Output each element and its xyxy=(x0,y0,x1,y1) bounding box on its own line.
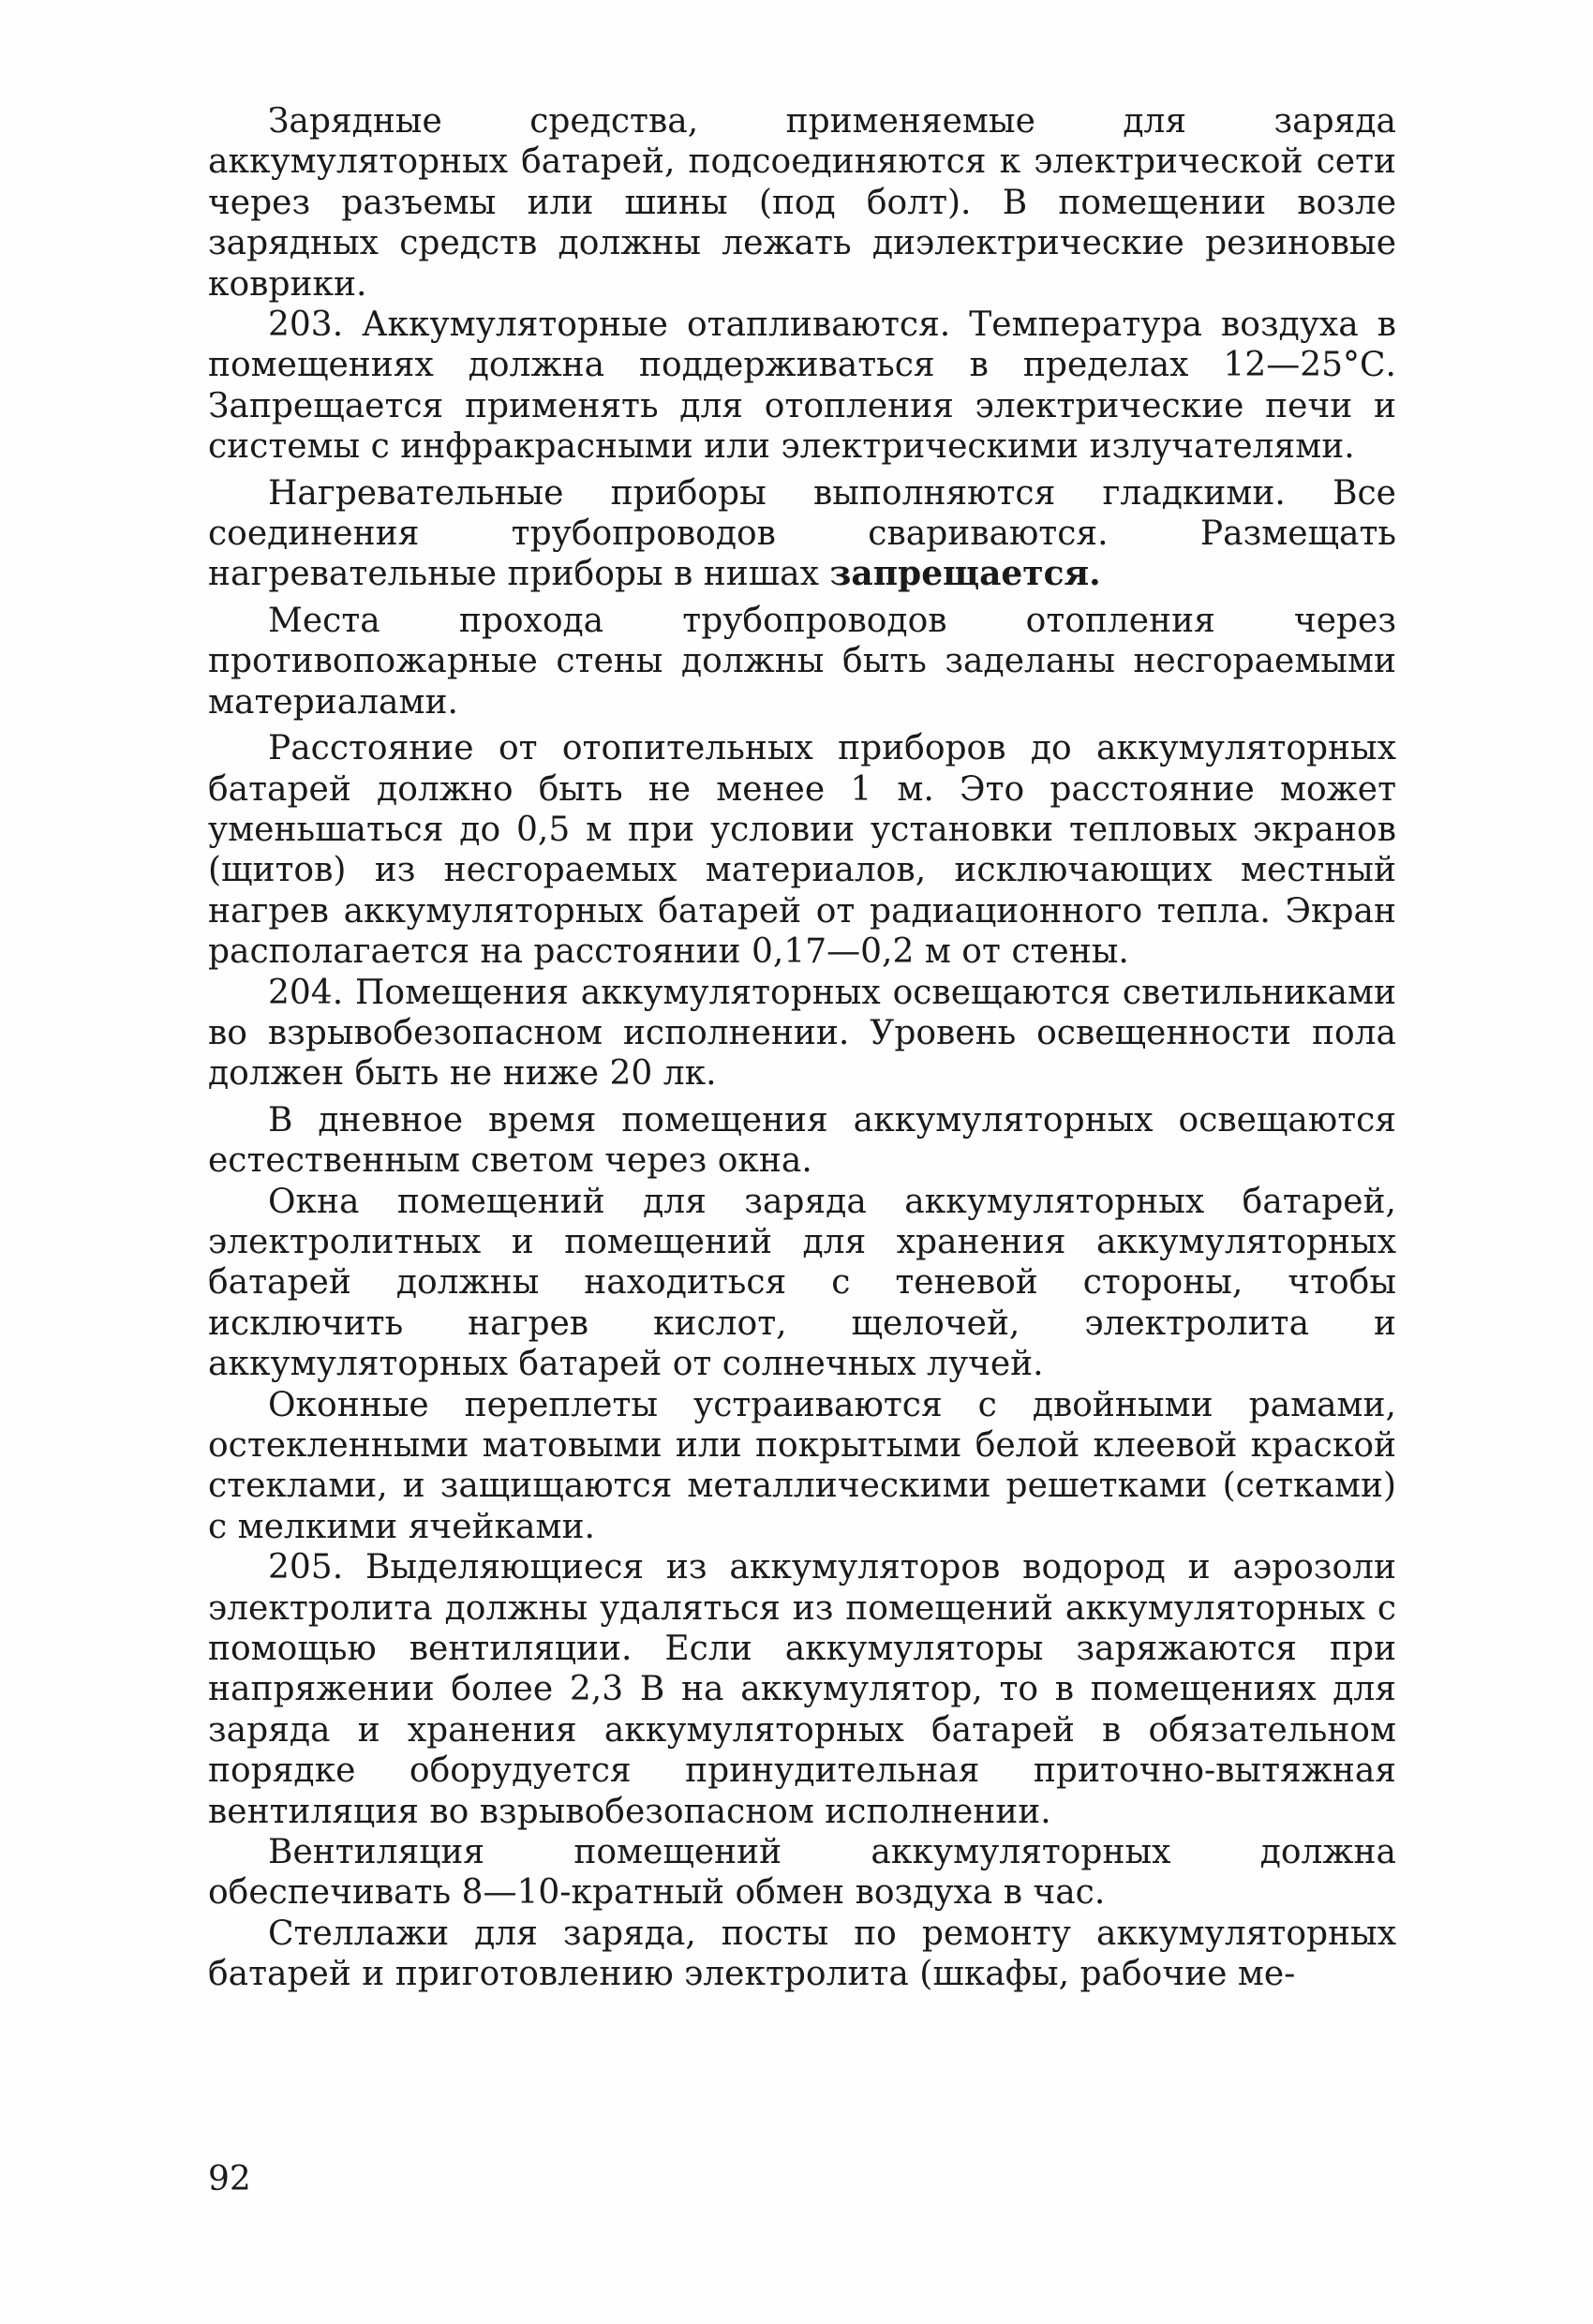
paragraph-charging-equipment: Зарядные средства, применяемые для заряда аккумуляторных батарей, подсоединяются к электрической сети через разъемы или шины (под болт). В помещении возле зарядных средств должны лежать диэлектрические резиновые коврики. xyxy=(208,102,1396,304)
paragraph-204-lighting: 204. Помещения аккумуляторных освещаются светильниками во взрывобезопасном исполнении. Уровень освещенности пола должен быть не ниже 20 лк. xyxy=(208,973,1396,1094)
paragraph-203-heating: 203. Аккумуляторные отапливаются. Температура воздуха в помещениях должна поддерживаться в пределах 12—25°С. Запрещается применять для отопления электрические печи и системы с инфракрасными или электрическими излучателями. xyxy=(208,305,1396,467)
prohibited-emphasis: запрещается. xyxy=(829,554,1101,594)
paragraph-daylight: В дневное время помещения аккумуляторных освещаются естественным светом через окна. xyxy=(208,1100,1396,1181)
page-number: 92 xyxy=(208,2160,251,2198)
paragraph-window-frames: Оконные переплеты устраиваются с двойными рамами, остекленными матовыми или покрытыми белой клеевой краской стеклами, и защищаются металлическими решетками (сетками) с мелкими ячейками. xyxy=(208,1385,1396,1546)
body-text xyxy=(208,101,1396,1995)
paragraph-racks: Стеллажи для заряда, посты по ремонту аккумуляторных батарей и приготовлению электролита (шкафы, рабочие ме- xyxy=(208,1914,1396,1994)
paragraph-pipe-passage: Места прохода трубопроводов отопления через противопожарные стены должны быть заделаны несгораемыми материалами. xyxy=(208,601,1396,722)
paragraph-air-exchange: Вентиляция помещений аккумуляторных должна обеспечивать 8—10-кратный обмен воздуха в час. xyxy=(208,1833,1396,1913)
paragraph-distance: Расстояние от отопительных приборов до аккумуляторных батарей должно быть не менее 1 м. Это расстояние может уменьшаться до 0,5 м при условии установки тепловых экранов (щитов) из несгораемых материалов, исключающих местный нагрев аккумуляторных батарей от радиационного тепла. Экран располагается на расстоянии 0,17—0,2 м от стены. xyxy=(208,729,1396,972)
paragraph-205-ventilation: 205. Выделяющиеся из аккумуляторов водород и аэрозоли электролита должны удаляться из помещений аккумуляторных с помощью вентиляции. Если аккумуляторы заряжаются при напряжении более 2,3 В на аккумулятор, то в помещениях для заряда и хранения аккумуляторных батарей в обязательном порядке оборудуется принудительная приточно-вытяжная вентиляция во взрывобезопасном исполнении. xyxy=(208,1548,1396,1831)
paragraph-heating-devices-text: Нагревательные приборы выполняются гладкими. Все соединения трубопроводов свариваются. Размещать нагревательные приборы в нишах xyxy=(208,473,1396,594)
paragraph-heating-devices xyxy=(208,473,1396,595)
paragraph-windows: Окна помещений для заряда аккумуляторных батарей, электролитных и помещений для хранения аккумуляторных батарей должны находиться с теневой стороны, чтобы исключить нагрев кислот, щелочей, электролита и аккумуляторных батарей от солнечных лучей. xyxy=(208,1182,1396,1384)
